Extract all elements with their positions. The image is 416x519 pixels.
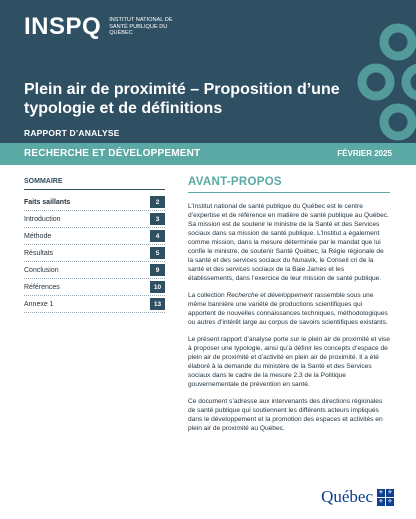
toc-item-resultats[interactable]: [24, 245, 165, 262]
logo-text: INSPQ: [24, 13, 102, 40]
toc-item-label: Annexe 1: [24, 300, 54, 308]
inspq-logo: [24, 15, 179, 39]
main-content: [188, 176, 390, 441]
toc-item-methode[interactable]: [24, 228, 165, 245]
toc-item-label: Conclusion: [24, 266, 59, 274]
date-label: FÉVRIER 2025: [337, 149, 392, 158]
collection-name: Recherche et développement: [226, 292, 313, 299]
document-title: Plein air de proximité – Proposition d’une typologie et de définitions: [24, 81, 340, 117]
toc-page-number: 9: [150, 264, 165, 276]
toc-item-label: Références: [24, 283, 60, 291]
toc-page-number: 4: [150, 230, 165, 242]
toc-item-conclusion[interactable]: [24, 262, 165, 279]
decorative-circles-icon: [346, 22, 416, 142]
toc-page-number: 3: [150, 213, 165, 225]
paragraph-report: Le présent rapport d’analyse porte sur le plein air de proximité et vise à proposer une typologie, ainsi qu’à définir les concepts d’espace de plein air de proximité et d’activité en plein air de proximité. Il a été élaboré à la demande du ministère de la Santé et des Services sociaux dans le cadre de la mesure 2.3 de la Politique gouvernementale de prévention en santé.: [188, 336, 390, 388]
quebec-logo-text: Québec: [321, 487, 373, 506]
toc-item-label: Faits saillants: [24, 198, 71, 206]
header-banner: [0, 0, 416, 143]
toc-page-number: 13: [150, 298, 165, 310]
paragraph-audience: Ce document s’adresse aux intervenants des directions régionales de santé publique qui soutiennent les différents acteurs impliqués dans le développement et la promotion des espaces et activités en plein air de proximité au Québec.: [188, 398, 383, 432]
toc-page-number: 5: [150, 247, 165, 259]
toc-divider: [24, 189, 165, 190]
quebec-logo: [321, 487, 394, 507]
paragraph-text: La collection: [188, 292, 227, 299]
paragraph-text: rassemble sous une même bannière une variété de productions scientifiques qui apportent de nouvelles connaissances techniques, méthodologiques ou autres d’intérêt large au corpus de savoirs scientifiques existants.: [188, 292, 388, 326]
toc-title: SOMMAIRE: [24, 178, 63, 185]
toc-item-annexe-1[interactable]: [24, 296, 165, 313]
report-type-label: RAPPORT D’ANALYSE: [24, 128, 120, 138]
toc-item-label: Méthode: [24, 232, 52, 240]
toc-page-number: 2: [150, 196, 165, 208]
fleur-de-lis-icon: ⚜ ⚜ ⚜ ⚜: [378, 489, 393, 505]
category-band: [0, 143, 416, 165]
table-of-contents: [24, 178, 165, 313]
paragraph-mission: L’Institut national de santé publique du Québec est le centre d’expertise et de référence en matière de santé publique au Québec. Sa mission est de soutenir le ministre de la Santé et des Services sociaux dans sa mission de santé publique. L’Institut a également comme mission, dans la mesure déterminée par le mandat que lui confie le ministre, de soutenir Santé Québec, la Régie régionale de la santé et des services sociaux du Nunavik, le Conseil cri de la santé et des services sociaux de la Baie James et les établissements, dans l’exercice de leur mission de santé publique.: [188, 203, 389, 282]
toc-item-label: Introduction: [24, 215, 61, 223]
logo-subtitle: INSTITUT NATIONAL DE SANTÉ PUBLIQUE DU QUÉBEC: [109, 17, 173, 36]
toc-item-faits-saillants[interactable]: [24, 194, 165, 211]
paragraph-collection: [188, 291, 390, 327]
toc-item-label: Résultats: [24, 249, 54, 257]
toc-item-introduction[interactable]: [24, 211, 165, 228]
toc-page-number: 10: [150, 281, 165, 293]
section-title: AVANT-PROPOS: [188, 176, 390, 193]
category-label: RECHERCHE ET DÉVELOPPEMENT: [24, 148, 201, 159]
toc-item-references[interactable]: [24, 279, 165, 296]
